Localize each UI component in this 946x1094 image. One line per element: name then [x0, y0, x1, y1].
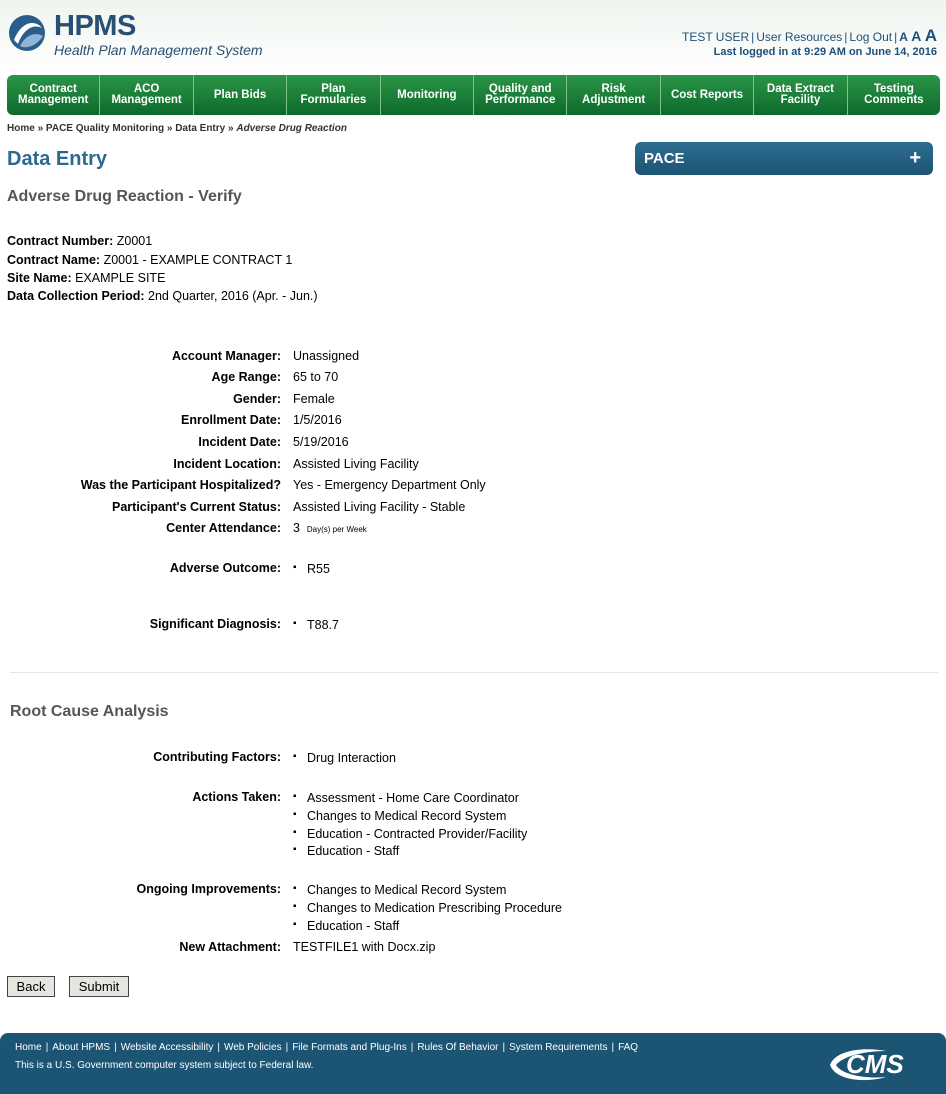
nav-plan-formularies[interactable]: Plan Formularies	[287, 75, 380, 115]
main-nav	[7, 75, 940, 115]
header	[0, 0, 946, 74]
footer-link-rules-of-behavior[interactable]: Rules Of Behavior	[417, 1042, 499, 1053]
font-size-large-link[interactable]: A	[924, 26, 937, 45]
font-size-small-link[interactable]: A	[899, 30, 908, 44]
footer-link-web-policies[interactable]: Web Policies	[223, 1042, 282, 1053]
footer-links: Home | About HPMS | Website Accessibility | Web Policies | File Formats and Plug-Ins | Rules Of Behavior | System Requirements | FAQ	[15, 1042, 639, 1053]
footer-link-file-formats[interactable]: File Formats and Plug-Ins	[292, 1042, 407, 1053]
pace-panel-label: PACE	[644, 150, 685, 167]
list-item: ▪ Changes to Medication Prescribing Procedure	[293, 901, 562, 919]
font-size-medium-link[interactable]: A	[911, 28, 922, 44]
list-item: ▪ T88.7	[293, 618, 339, 636]
page-title: Data Entry	[7, 148, 108, 170]
back-button[interactable]: Back	[7, 976, 55, 997]
nav-cost-reports[interactable]: Cost Reports	[661, 75, 754, 115]
list-item: ▪ Education - Staff	[293, 919, 562, 937]
nav-risk-adjustment[interactable]: Risk Adjustment	[567, 75, 660, 115]
user-name-link[interactable]: TEST USER	[682, 30, 750, 44]
list-item: ▪ Education - Staff	[293, 844, 527, 862]
footer-link-faq[interactable]: FAQ	[618, 1042, 639, 1053]
nav-aco-management[interactable]: ACO Management	[100, 75, 193, 115]
breadcrumb-home[interactable]: Home	[7, 123, 35, 134]
breadcrumb-data-entry[interactable]: Data Entry	[175, 123, 226, 134]
section-title: Adverse Drug Reaction - Verify	[7, 188, 242, 205]
hpms-globe-icon	[8, 14, 46, 52]
logo-subtitle: Health Plan Management System	[54, 42, 263, 58]
nav-quality-performance[interactable]: Quality and Performance	[474, 75, 567, 115]
footer-link-about-hpms[interactable]: About HPMS	[52, 1042, 111, 1053]
last-login: Last logged in at 9:29 AM on June 14, 2016	[713, 46, 937, 58]
log-out-link[interactable]: Log Out	[849, 30, 893, 44]
logo-title: HPMS	[54, 10, 136, 42]
site-name: Site Name: EXAMPLE SITE	[7, 271, 166, 285]
nav-testing-comments[interactable]: Testing Comments	[864, 83, 924, 106]
contract-number: Contract Number: Z0001	[7, 234, 153, 248]
nav-monitoring[interactable]: Monitoring	[381, 75, 474, 115]
submit-button[interactable]: Submit	[69, 976, 129, 997]
pace-panel[interactable]	[635, 142, 933, 175]
list-item: ▪ Changes to Medical Record System	[293, 883, 562, 901]
list-item: ▪ R55	[293, 562, 330, 580]
footer-link-website-accessibility[interactable]: Website Accessibility	[120, 1042, 214, 1053]
contract-name: Contract Name: Z0001 - EXAMPLE CONTRACT 1	[7, 253, 293, 267]
list-item: ▪ Drug Interaction	[293, 751, 396, 769]
data-collection-period: Data Collection Period: 2nd Quarter, 2016 (Apr. - Jun.)	[7, 289, 318, 303]
root-cause-title: Root Cause Analysis	[10, 703, 169, 720]
footer-link-system-requirements[interactable]: System Requirements	[509, 1042, 608, 1053]
user-resources-link[interactable]: User Resources	[756, 30, 843, 44]
list-item: ▪ Assessment - Home Care Coordinator	[293, 791, 527, 809]
footer-link-home[interactable]: Home	[15, 1042, 42, 1053]
nav-plan-bids[interactable]: Plan Bids	[194, 75, 287, 115]
breadcrumb-current: Adverse Drug Reaction	[236, 123, 347, 134]
list-item: ▪ Education - Contracted Provider/Facility	[293, 827, 527, 845]
nav-data-extract-facility[interactable]: Data Extract Facility	[754, 75, 847, 115]
nav-contract-management[interactable]: Contract Management	[7, 75, 100, 115]
footer-note: This is a U.S. Government computer system subject to Federal law.	[15, 1060, 314, 1071]
cms-logo-icon	[826, 1045, 930, 1085]
divider	[10, 672, 938, 673]
list-item: ▪ Changes to Medical Record System	[293, 809, 527, 827]
cms-logo-text: CMS	[846, 1049, 904, 1079]
footer	[0, 1033, 946, 1094]
breadcrumb-pace-quality-monitoring[interactable]: PACE Quality Monitoring	[45, 123, 165, 134]
breadcrumb: Home » PACE Quality Monitoring » Data Entry » Adverse Drug Reaction	[7, 123, 347, 134]
expand-plus-icon[interactable]: +	[909, 147, 921, 169]
user-links: TEST USER | User Resources | Log Out | A A A	[682, 26, 937, 45]
